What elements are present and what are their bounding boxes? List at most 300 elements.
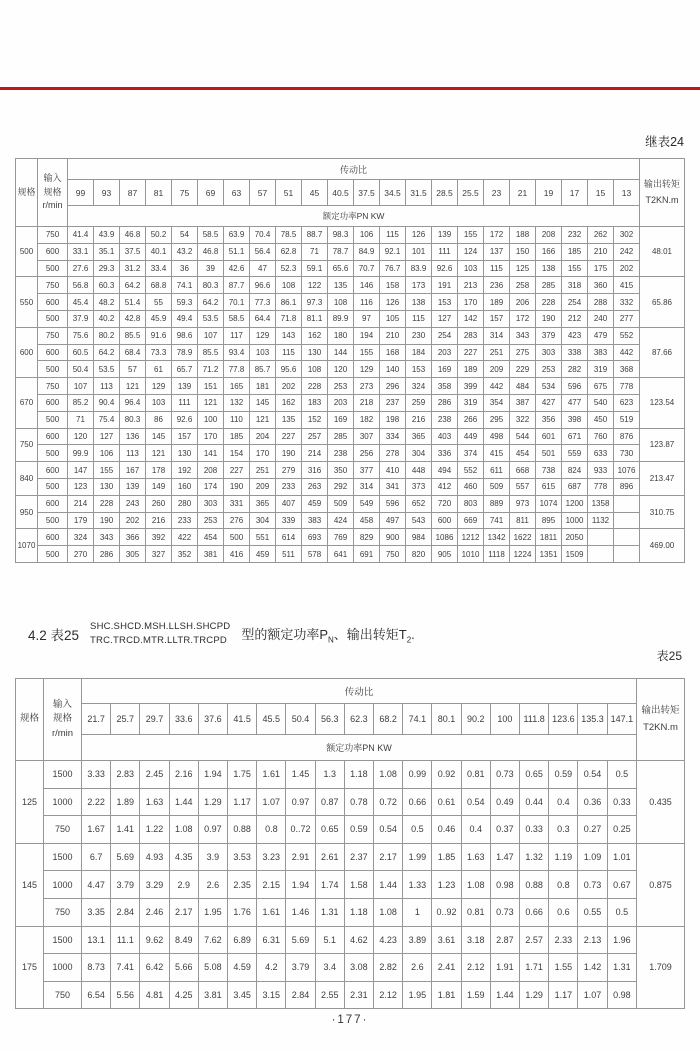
power-value-cell: 0.97 (286, 788, 315, 816)
power-value-cell: 50.2 (146, 227, 172, 244)
power-value-cell: 1.3 (315, 761, 344, 789)
power-value-cell: 0.5 (607, 898, 636, 926)
power-value-cell: 5.1 (315, 926, 344, 954)
table-row (16, 361, 685, 378)
power-value-cell: 1.07 (578, 981, 607, 1009)
power-value-cell: 360 (588, 277, 614, 294)
power-value-cell: 130 (94, 478, 120, 495)
spec-cell: 125 (16, 761, 44, 844)
power-value-cell: 80.2 (94, 327, 120, 344)
rpm-cell: 750 (38, 378, 68, 395)
power-value-cell: 1.61 (257, 761, 286, 789)
power-value-cell: 138 (406, 294, 432, 311)
power-value-cell: 900 (380, 529, 406, 546)
power-value-cell: 51.1 (224, 243, 250, 260)
power-value-cell: 984 (406, 529, 432, 546)
power-value-cell: 3.08 (344, 954, 373, 982)
power-value-cell: 381 (198, 546, 224, 563)
ratio-group-header: 传动比 (82, 679, 637, 704)
power-value-cell: 166 (536, 243, 562, 260)
power-value-cell: 129 (354, 361, 380, 378)
power-value-cell: 1.94 (198, 761, 227, 789)
power-value-cell: 4.47 (82, 871, 111, 899)
power-value-cell: 63.9 (224, 227, 250, 244)
power-value-cell: 126 (380, 294, 406, 311)
power-value-cell: 13.1 (82, 926, 111, 954)
power-value-cell: 336 (432, 445, 458, 462)
power-value-cell: 458 (354, 512, 380, 529)
power-value-cell: 1509 (562, 546, 588, 563)
power-value-cell: 277 (614, 310, 640, 327)
power-value-cell: 1.07 (257, 788, 286, 816)
power-value-cell: 208 (536, 227, 562, 244)
rpm-cell: 500 (38, 546, 68, 563)
power-value-cell: 820 (406, 546, 432, 563)
table-row (16, 495, 685, 512)
power-value-cell: 0.65 (315, 816, 344, 844)
ratio-value-header: 37.5 (354, 180, 380, 206)
power-value-cell: 889 (484, 495, 510, 512)
power-value-cell: 120 (68, 428, 94, 445)
rpm-cell: 600 (38, 495, 68, 512)
power-value-cell: 424 (328, 512, 354, 529)
output-torque-header: 输出转矩 T2KN.m (637, 679, 685, 761)
power-value-cell: 157 (484, 310, 510, 327)
power-value-cell: 896 (614, 478, 640, 495)
power-value-cell: 895 (536, 512, 562, 529)
power-value-cell: 1.29 (198, 788, 227, 816)
power-value-cell: 1.63 (140, 788, 169, 816)
power-value-cell: 3.18 (461, 926, 490, 954)
power-value-cell: 279 (276, 462, 302, 479)
power-value-cell: 933 (588, 462, 614, 479)
power-value-cell: 60.3 (94, 277, 120, 294)
power-value-cell: 115 (380, 227, 406, 244)
torque-value-cell: 65.86 (640, 277, 685, 327)
power-value-cell: 259 (406, 394, 432, 411)
ratio-value-header: 63 (224, 180, 250, 206)
power-value-cell: 769 (328, 529, 354, 546)
table25-label: 表25 (656, 649, 682, 663)
power-value-cell: 332 (614, 294, 640, 311)
power-value-cell: 410 (380, 462, 406, 479)
power-value-cell: 824 (562, 462, 588, 479)
power-value-cell: 0.4 (549, 788, 578, 816)
power-value-cell: 185 (562, 243, 588, 260)
power-value-cell: 2.33 (549, 926, 578, 954)
power-value-cell: 85.2 (68, 394, 94, 411)
power-value-cell: 170 (250, 445, 276, 462)
power-value-cell: 146 (354, 277, 380, 294)
ratio-value-header: 41.5 (228, 704, 257, 735)
power-value-cell: 2.45 (140, 761, 169, 789)
table-row (16, 227, 685, 244)
power-value-cell: 191 (432, 277, 458, 294)
power-value-cell: 1.23 (432, 871, 461, 899)
power-value-cell: 5.56 (111, 981, 140, 1009)
power-value-cell: 2.22 (82, 788, 111, 816)
ratio-value-header: 75 (172, 180, 198, 206)
power-value-cell: 905 (432, 546, 458, 563)
ratio-value-header: 13 (614, 180, 640, 206)
power-value-cell: 182 (354, 411, 380, 428)
power-value-cell: 0.67 (607, 871, 636, 899)
power-value-cell: 189 (458, 361, 484, 378)
power-value-cell: 442 (614, 344, 640, 361)
power-value-cell: 0.46 (432, 816, 461, 844)
power-value-cell: 498 (484, 428, 510, 445)
power-unit-header: 额定功率PN KW (68, 206, 640, 227)
power-value-cell: 415 (614, 277, 640, 294)
power-value-cell: 1.99 (403, 843, 432, 871)
power-value-cell: 778 (588, 478, 614, 495)
power-value-cell: 262 (588, 227, 614, 244)
ratio-value-header: 45.5 (257, 704, 286, 735)
power-value-cell: 403 (432, 428, 458, 445)
power-value-cell: 280 (172, 495, 198, 512)
power-value-cell: 549 (354, 495, 380, 512)
power-value-cell: 121 (120, 378, 146, 395)
power-value-cell: 111 (432, 243, 458, 260)
power-value-cell: 97 (354, 310, 380, 327)
power-value-cell: 1.29 (520, 981, 549, 1009)
power-value-cell: 83.9 (406, 260, 432, 277)
power-value-cell: 1.08 (374, 898, 403, 926)
power-value-cell: 423 (562, 327, 588, 344)
power-value-cell: 86 (146, 411, 172, 428)
power-value-cell: 210 (588, 243, 614, 260)
power-value-cell: 365 (250, 495, 276, 512)
power-value-cell: 203 (432, 344, 458, 361)
power-value-cell: 236 (484, 277, 510, 294)
power-value-cell: 202 (614, 260, 640, 277)
power-value-cell: 669 (458, 512, 484, 529)
section-number: 4.2 表25 (28, 628, 80, 644)
power-value-cell: 139 (120, 478, 146, 495)
power-value-cell: 168 (380, 344, 406, 361)
red-divider-line (0, 87, 700, 90)
power-value-cell: 319 (588, 361, 614, 378)
power-value-cell: 169 (328, 411, 354, 428)
power-value-cell: 720 (432, 495, 458, 512)
power-value-cell: 2.57 (520, 926, 549, 954)
power-value-cell: 415 (484, 445, 510, 462)
power-value-cell: 379 (536, 327, 562, 344)
power-value-cell: 85.5 (120, 327, 146, 344)
power-value-cell: 101 (406, 243, 432, 260)
power-value-cell: 1.09 (578, 843, 607, 871)
power-value-cell: 154 (224, 445, 250, 462)
power-value-cell: 40.2 (94, 310, 120, 327)
power-value-cell: 304 (406, 445, 432, 462)
power-value-cell: 339 (276, 512, 302, 529)
power-value-cell (588, 529, 614, 546)
power-value-cell: 155 (562, 260, 588, 277)
power-value-cell: 296 (380, 378, 406, 395)
power-value-cell: 78.9 (172, 344, 198, 361)
table-row (16, 260, 685, 277)
ratio-value-header: 15 (588, 180, 614, 206)
power-value-cell: 1.91 (490, 954, 519, 982)
power-value-cell: 2050 (562, 529, 588, 546)
table-row (16, 428, 685, 445)
power-value-cell: 331 (224, 495, 250, 512)
power-value-cell: 1.44 (374, 871, 403, 899)
power-value-cell: 2.91 (286, 843, 315, 871)
power-value-cell: 479 (588, 327, 614, 344)
power-value-cell: 2.13 (578, 926, 607, 954)
power-value-cell (588, 546, 614, 563)
ratio-value-header: 90.2 (461, 704, 490, 735)
power-value-cell: 42.6 (224, 260, 250, 277)
ratio-value-header: 135.3 (578, 704, 607, 735)
power-value-cell: 180 (328, 327, 354, 344)
power-value-cell: 449 (458, 428, 484, 445)
power-value-cell: 93.4 (224, 344, 250, 361)
power-value-cell: 611 (484, 462, 510, 479)
power-value-cell: 2.17 (374, 843, 403, 871)
power-value-cell: 557 (510, 478, 536, 495)
power-value-cell: 76.7 (380, 260, 406, 277)
power-value-cell: 92.1 (380, 243, 406, 260)
rpm-cell: 500 (38, 512, 68, 529)
power-value-cell: 343 (94, 529, 120, 546)
power-value-cell: 1.95 (198, 898, 227, 926)
spec-header: 规格 (16, 679, 44, 761)
power-value-cell: 641 (328, 546, 354, 563)
power-value-cell: 57 (120, 361, 146, 378)
power-value-cell: 198 (380, 411, 406, 428)
power-value-cell: 254 (432, 327, 458, 344)
ratio-value-header: 25.7 (111, 704, 140, 735)
table-row (16, 981, 685, 1009)
power-value-cell: 687 (562, 478, 588, 495)
power-value-cell: 2.41 (432, 954, 461, 982)
power-value-cell: 2.17 (169, 898, 198, 926)
power-value-cell: 153 (432, 294, 458, 311)
power-value-cell: 86.1 (276, 294, 302, 311)
power-value-cell: 129 (250, 327, 276, 344)
power-value-cell: 1.08 (461, 871, 490, 899)
power-value-cell: 208 (198, 462, 224, 479)
power-value-cell: 151 (198, 378, 224, 395)
power-value-cell: 292 (328, 478, 354, 495)
power-value-cell: 304 (250, 512, 276, 529)
power-value-cell: 368 (614, 361, 640, 378)
power-value-cell: 71.2 (198, 361, 224, 378)
ratio-value-header: 111.8 (520, 704, 549, 735)
power-value-cell: 216 (406, 411, 432, 428)
table-row (16, 761, 685, 789)
table-row (16, 310, 685, 327)
power-value-cell: 121 (198, 394, 224, 411)
power-value-cell: 343 (510, 327, 536, 344)
power-value-cell: 276 (224, 512, 250, 529)
power-value-cell: 80.3 (198, 277, 224, 294)
rpm-cell: 600 (38, 529, 68, 546)
power-value-cell: 100 (198, 411, 224, 428)
power-value-cell: 0.49 (490, 788, 519, 816)
power-value-cell: 47 (250, 260, 276, 277)
power-value-cell: 596 (562, 378, 588, 395)
power-value-cell: 170 (458, 294, 484, 311)
table-row (16, 478, 685, 495)
power-value-cell: 0.5 (607, 761, 636, 789)
power-value-cell: 202 (120, 512, 146, 529)
power-value-cell: 120 (328, 361, 354, 378)
power-value-cell: 578 (302, 546, 328, 563)
spec-cell: 175 (16, 926, 44, 1009)
power-value-cell: 2.82 (374, 954, 403, 982)
power-value-cell: 0.33 (607, 788, 636, 816)
power-value-cell: 108 (302, 361, 328, 378)
power-value-cell: 285 (536, 277, 562, 294)
power-value-cell: 254 (562, 294, 588, 311)
power-value-cell: 2.46 (140, 898, 169, 926)
power-value-cell: 90.4 (94, 394, 120, 411)
power-value-cell: 1622 (510, 529, 536, 546)
output-torque-header: 输出转矩 T2KN.m (640, 159, 685, 227)
table-row (16, 277, 685, 294)
power-value-cell: 37.9 (68, 310, 94, 327)
power-value-cell: 190 (276, 445, 302, 462)
power-value-cell: 303 (198, 495, 224, 512)
power-value-cell: 92.6 (432, 260, 458, 277)
power-value-cell: 3.4 (315, 954, 344, 982)
rpm-cell: 1000 (44, 871, 82, 899)
power-value-cell: 1.47 (490, 843, 519, 871)
power-value-cell: 0.4 (461, 816, 490, 844)
power-value-cell: 1.74 (315, 871, 344, 899)
power-value-cell: 116 (354, 294, 380, 311)
power-value-cell: 77.3 (250, 294, 276, 311)
power-value-cell: 251 (484, 344, 510, 361)
power-value-cell: 307 (354, 428, 380, 445)
power-value-cell: 3.61 (432, 926, 461, 954)
power-value-cell: 354 (484, 394, 510, 411)
power-value-cell: 64.2 (198, 294, 224, 311)
table-row (16, 843, 685, 871)
power-value-cell: 56.4 (250, 243, 276, 260)
power-value-cell: 5.66 (169, 954, 198, 982)
power-value-cell: 448 (406, 462, 432, 479)
power-value-cell: 152 (302, 411, 328, 428)
power-value-cell: 1224 (510, 546, 536, 563)
power-value-cell: 691 (354, 546, 380, 563)
power-value-cell: 2.83 (111, 761, 140, 789)
power-value-cell: 126 (406, 227, 432, 244)
power-value-cell: 1.46 (286, 898, 315, 926)
ratio-value-header: 23 (484, 180, 510, 206)
power-value-cell: 1.33 (403, 871, 432, 899)
table-row (16, 411, 685, 428)
rpm-cell: 1500 (44, 761, 82, 789)
ratio-value-header: 68.2 (374, 704, 403, 735)
power-value-cell: 318 (562, 277, 588, 294)
power-value-cell: 5.69 (286, 926, 315, 954)
rpm-cell: 1000 (44, 788, 82, 816)
power-value-cell: 60.5 (68, 344, 94, 361)
power-value-cell: 51.4 (120, 294, 146, 311)
power-value-cell: 53.5 (94, 361, 120, 378)
power-value-cell: 350 (328, 462, 354, 479)
ratio-value-header: 31.5 (406, 180, 432, 206)
power-value-cell: 58.5 (198, 227, 224, 244)
power-value-cell: 162 (302, 327, 328, 344)
power-value-cell: 668 (510, 462, 536, 479)
power-value-cell (614, 512, 640, 529)
power-value-cell: 3.81 (198, 981, 227, 1009)
power-value-cell: 1.94 (286, 871, 315, 899)
power-value-cell: 1.96 (607, 926, 636, 954)
power-value-cell: 1086 (432, 529, 458, 546)
power-value-cell: 633 (588, 445, 614, 462)
ratio-value-header: 34.5 (380, 180, 406, 206)
power-value-cell: 210 (380, 327, 406, 344)
power-value-cell: 407 (276, 495, 302, 512)
power-value-cell: 37.5 (120, 243, 146, 260)
power-value-cell: 623 (614, 394, 640, 411)
power-value-cell: 484 (510, 378, 536, 395)
power-value-cell: 5.08 (198, 954, 227, 982)
power-value-cell: 3.15 (257, 981, 286, 1009)
spec-cell: 600 (16, 327, 38, 377)
power-value-cell: 190 (94, 512, 120, 529)
power-value-cell: 91.6 (146, 327, 172, 344)
power-value-cell: 2.12 (461, 954, 490, 982)
power-value-cell: 113 (94, 378, 120, 395)
rpm-cell: 1500 (44, 843, 82, 871)
power-value-cell: 64.2 (94, 344, 120, 361)
power-value-cell: 237 (380, 394, 406, 411)
power-value-cell: 59.1 (302, 260, 328, 277)
power-value-cell: 138 (536, 260, 562, 277)
power-value-cell: 0.25 (607, 816, 636, 844)
power-value-cell: 103 (146, 394, 172, 411)
rpm-cell: 500 (38, 361, 68, 378)
rpm-cell: 750 (38, 277, 68, 294)
power-value-cell: 33.4 (146, 260, 172, 277)
power-value-cell: 1118 (484, 546, 510, 563)
power-value-cell: 398 (562, 411, 588, 428)
power-value-cell: 115 (276, 344, 302, 361)
power-value-cell: 0.73 (490, 761, 519, 789)
power-value-cell: 27.6 (68, 260, 94, 277)
ratio-value-header: 69 (198, 180, 224, 206)
torque-value-cell: 213.47 (640, 462, 685, 496)
power-value-cell: 202 (276, 378, 302, 395)
power-value-cell: 319 (458, 394, 484, 411)
ratio-value-header: 74.1 (403, 704, 432, 735)
ratio-value-header: 28.5 (432, 180, 458, 206)
power-value-cell: 3.33 (82, 761, 111, 789)
power-value-cell: 140 (380, 361, 406, 378)
spec-cell: 670 (16, 378, 38, 428)
power-value-cell: 416 (224, 546, 250, 563)
power-value-cell: 3.79 (286, 954, 315, 982)
power-value-cell: 98.3 (328, 227, 354, 244)
power-value-cell: 107 (68, 378, 94, 395)
power-value-cell: 675 (588, 378, 614, 395)
power-value-cell: 1351 (536, 546, 562, 563)
power-value-cell: 4.81 (140, 981, 169, 1009)
power-value-cell: 132 (224, 394, 250, 411)
power-value-cell: 1.75 (228, 761, 257, 789)
power-value-cell: 80.3 (120, 411, 146, 428)
power-value-cell: 2.84 (111, 898, 140, 926)
power-value-cell: 64.4 (250, 310, 276, 327)
power-value-cell: 0.27 (578, 816, 607, 844)
